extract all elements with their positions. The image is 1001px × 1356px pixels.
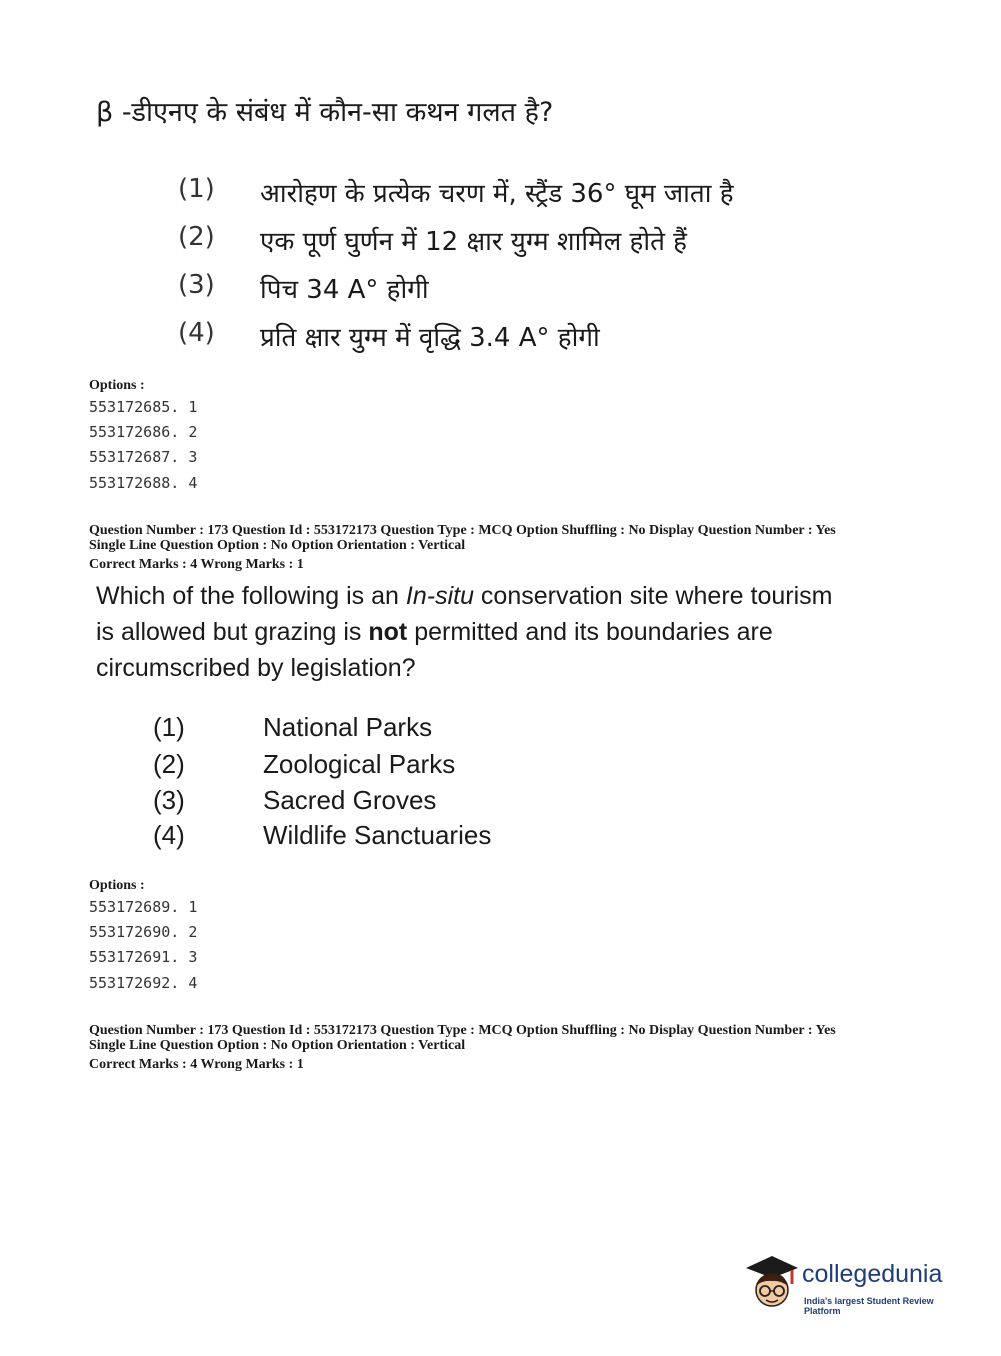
option-text: National Parks xyxy=(263,712,433,742)
option-id: 553172687. 3 xyxy=(89,448,198,466)
option-number: (4) xyxy=(153,820,185,850)
option-text: पिच 34 A° होगी xyxy=(260,275,429,305)
option-text: एक पूर्ण घुर्णन में 12 क्षार युग्म शामिल होते हैं xyxy=(260,227,687,257)
option-number: (3) xyxy=(153,785,185,815)
marks-line: Correct Marks : 4 Wrong Marks : 1 xyxy=(89,1057,304,1072)
question-part: permitted and its boundaries are circumscribed by legislation? xyxy=(96,618,773,682)
option-id: 553172692. 4 xyxy=(89,974,198,992)
logo-tagline: India's largest Student Review Platform xyxy=(804,1296,934,1316)
question-meta-line: Single Line Question Option : No Option Orientation : Vertical xyxy=(89,538,466,553)
english-question-text xyxy=(96,578,856,686)
option-id: 553172686. 2 xyxy=(89,423,198,441)
question-meta-line: Single Line Question Option : No Option Orientation : Vertical xyxy=(89,1038,466,1053)
logo-wordmark: collegedunia xyxy=(802,1260,943,1288)
option-text: Wildlife Sanctuaries xyxy=(263,820,492,850)
question-bold: not xyxy=(368,618,408,646)
option-number: (2) xyxy=(153,749,185,779)
question-part: Which of the following is an xyxy=(96,582,406,610)
option-text: प्रति क्षार युग्म में वृद्धि 3.4 A° होगी xyxy=(260,323,600,353)
option-id: 553172688. 4 xyxy=(89,474,198,492)
option-id: 553172689. 1 xyxy=(89,898,198,916)
collegedunia-logo[interactable] xyxy=(742,1250,972,1320)
option-number: (1) xyxy=(178,174,215,204)
option-text: Zoological Parks xyxy=(263,749,456,779)
question-meta-line: Question Number : 173 Question Id : 553172173 Question Type : MCQ Option Shuffling : No Display Question Number : Yes xyxy=(89,523,836,538)
option-number: (3) xyxy=(178,270,215,300)
options-label: Options : xyxy=(89,878,145,893)
options-label: Options : xyxy=(89,378,145,393)
option-id: 553172685. 1 xyxy=(89,398,198,416)
option-id: 553172691. 3 xyxy=(89,948,198,966)
hindi-question-text: β -डीएनए के संबंध में कौन-सा कथन गलत है? xyxy=(96,97,554,128)
option-id: 553172690. 2 xyxy=(89,923,198,941)
question-italic: In-situ xyxy=(405,582,474,610)
option-number: (2) xyxy=(178,222,215,252)
option-number: (4) xyxy=(178,318,215,348)
question-meta-line: Question Number : 173 Question Id : 553172173 Question Type : MCQ Option Shuffling : No Display Question Number : Yes xyxy=(89,1023,836,1038)
option-number: (1) xyxy=(153,712,185,742)
option-text: आरोहण के प्रत्येक चरण में, स्ट्रैंड 36° घूम जाता है xyxy=(260,179,734,209)
question-part: conservation site where tourism is allowed but grazing is xyxy=(96,582,833,646)
option-text: Sacred Groves xyxy=(263,785,437,815)
graduate-mascot-icon xyxy=(742,1250,802,1316)
marks-line: Correct Marks : 4 Wrong Marks : 1 xyxy=(89,557,304,572)
